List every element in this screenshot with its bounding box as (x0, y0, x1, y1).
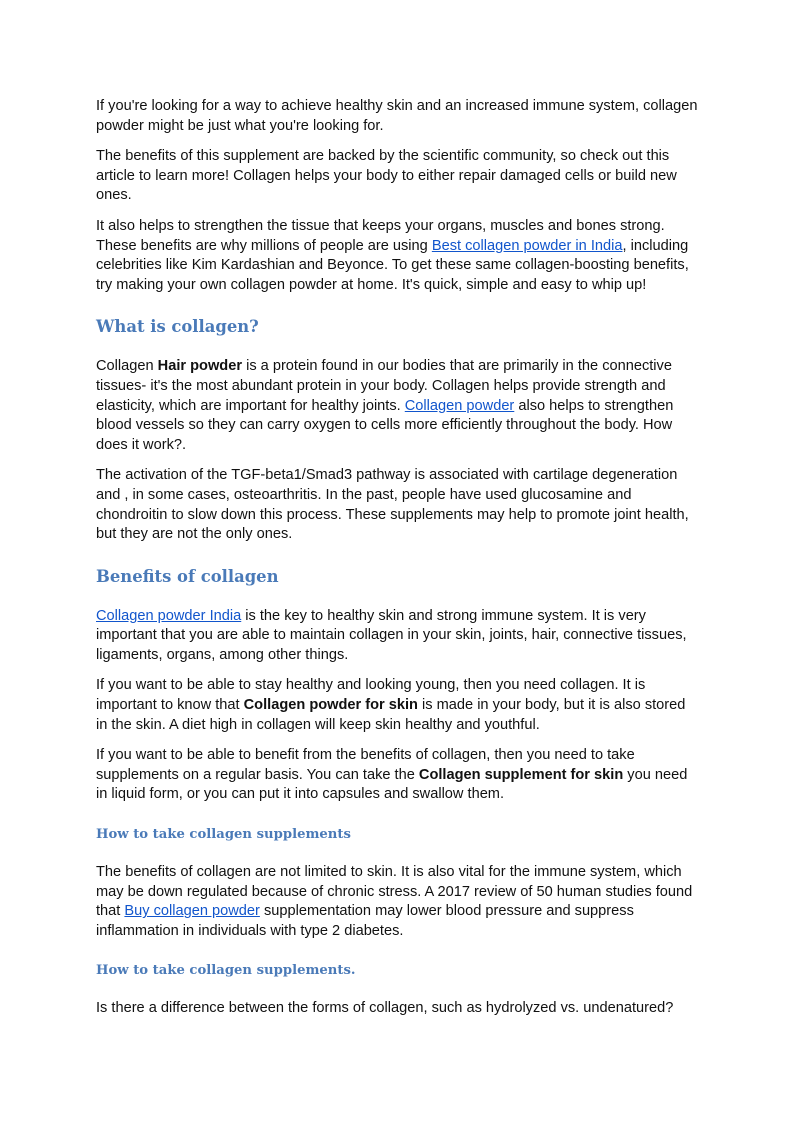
buy-collagen-powder-link[interactable]: Buy collagen powder (124, 903, 260, 920)
supplement-for-skin-bold: Collagen supplement for skin (418, 766, 624, 783)
text-span: is the key to healthy skin and strong immune system. It is very important that you are able to maintain collagen in your skin, joints, hair, connective tissues, ligaments, organs, among other things. (96, 607, 687, 663)
text-span: is made in your body, but it is also stored in the skin. A diet high in collagen will keep skin healthy and youthful. (96, 697, 686, 733)
powder-for-skin-bold: Collagen powder for skin (243, 697, 418, 714)
text-span: If you want to be able to benefit from the benefits of collagen, then you need to take supplements on a regular basis. You can take the (96, 747, 635, 783)
collagen-powder-india-link[interactable]: Collagen powder India (96, 607, 242, 624)
supplements-paragraph (96, 746, 700, 805)
text-span: If you want to be able to stay healthy and looking young, then you need collagen. It is important to know that (96, 677, 646, 714)
benefits-science-paragraph: The benefits of this supplement are backed by the scientific community, so check out this article to learn more! Collagen helps your body to either repair damaged cells or build new ones. (96, 148, 677, 204)
text-span: It also helps to strengthen the tissue that keeps your organs, muscles and bones strong. These benefits are why millions of people are using (96, 217, 665, 254)
how-to-take-heading: How to take collagen supplements (96, 827, 351, 843)
what-is-collagen-heading: What is collagen? (96, 317, 259, 337)
how-to-take-heading-2: How to take collagen supplements. (96, 963, 356, 979)
text-span: The benefits of collagen are not limited to skin. It is also vital for the immune system, which may be down regulated because of chronic stress. A 2017 review of 50 human studies found that (96, 864, 693, 920)
best-collagen-powder-link[interactable]: Best collagen powder in India (431, 237, 623, 254)
text-span: also helps to strengthen blood vessels so they can carry oxygen to cells more efficiently throughout the body. How does it work?. (96, 397, 674, 453)
document-page (96, 97, 700, 1030)
forms-question-paragraph: Is there a difference between the forms of collagen, such as hydrolyzed vs. undenatured? (96, 1000, 674, 1017)
intro-paragraph: If you're looking for a way to achieve healthy skin and an increased immune system, collagen powder might be just what you're looking for. (96, 98, 698, 134)
strengthen-tissue-paragraph (96, 217, 700, 295)
immune-system-paragraph (96, 863, 700, 941)
text-span: Collagen (96, 358, 158, 375)
text-span: you need in liquid form, or you can put it into capsules and swallow them. (96, 766, 688, 803)
hair-powder-bold: Hair powder (157, 358, 243, 375)
collagen-powder-link[interactable]: Collagen powder (404, 397, 515, 414)
benefits-of-collagen-heading: Benefits of collagen (96, 566, 279, 586)
text-span: supplementation may lower blood pressure and suppress inflammation in individuals with type 2 diabetes. (96, 903, 634, 939)
collagen-definition-paragraph (96, 357, 700, 455)
text-span: is a protein found in our bodies that are primarily in the connective tissues- it's the most abundant protein in your body. Collagen helps provide strength and elasticity, which are important for healthy joints. (96, 358, 672, 414)
collagen-key-paragraph (96, 607, 700, 666)
text-span: , including celebrities like Kim Kardashian and Beyonce. To get these same collagen-boosting benefits, try making your own collagen powder at home. It's quick, simple and easy to whip up! (96, 237, 689, 293)
stay-healthy-paragraph (96, 676, 700, 735)
pathway-paragraph: The activation of the TGF-beta1/Smad3 pathway is associated with cartilage degeneration and , in some cases, osteoarthritis. In the past, people have used glucosamine and chondroitin to slow down this process. These supplements may help to promote joint health, but they are not the only ones. (96, 467, 689, 543)
